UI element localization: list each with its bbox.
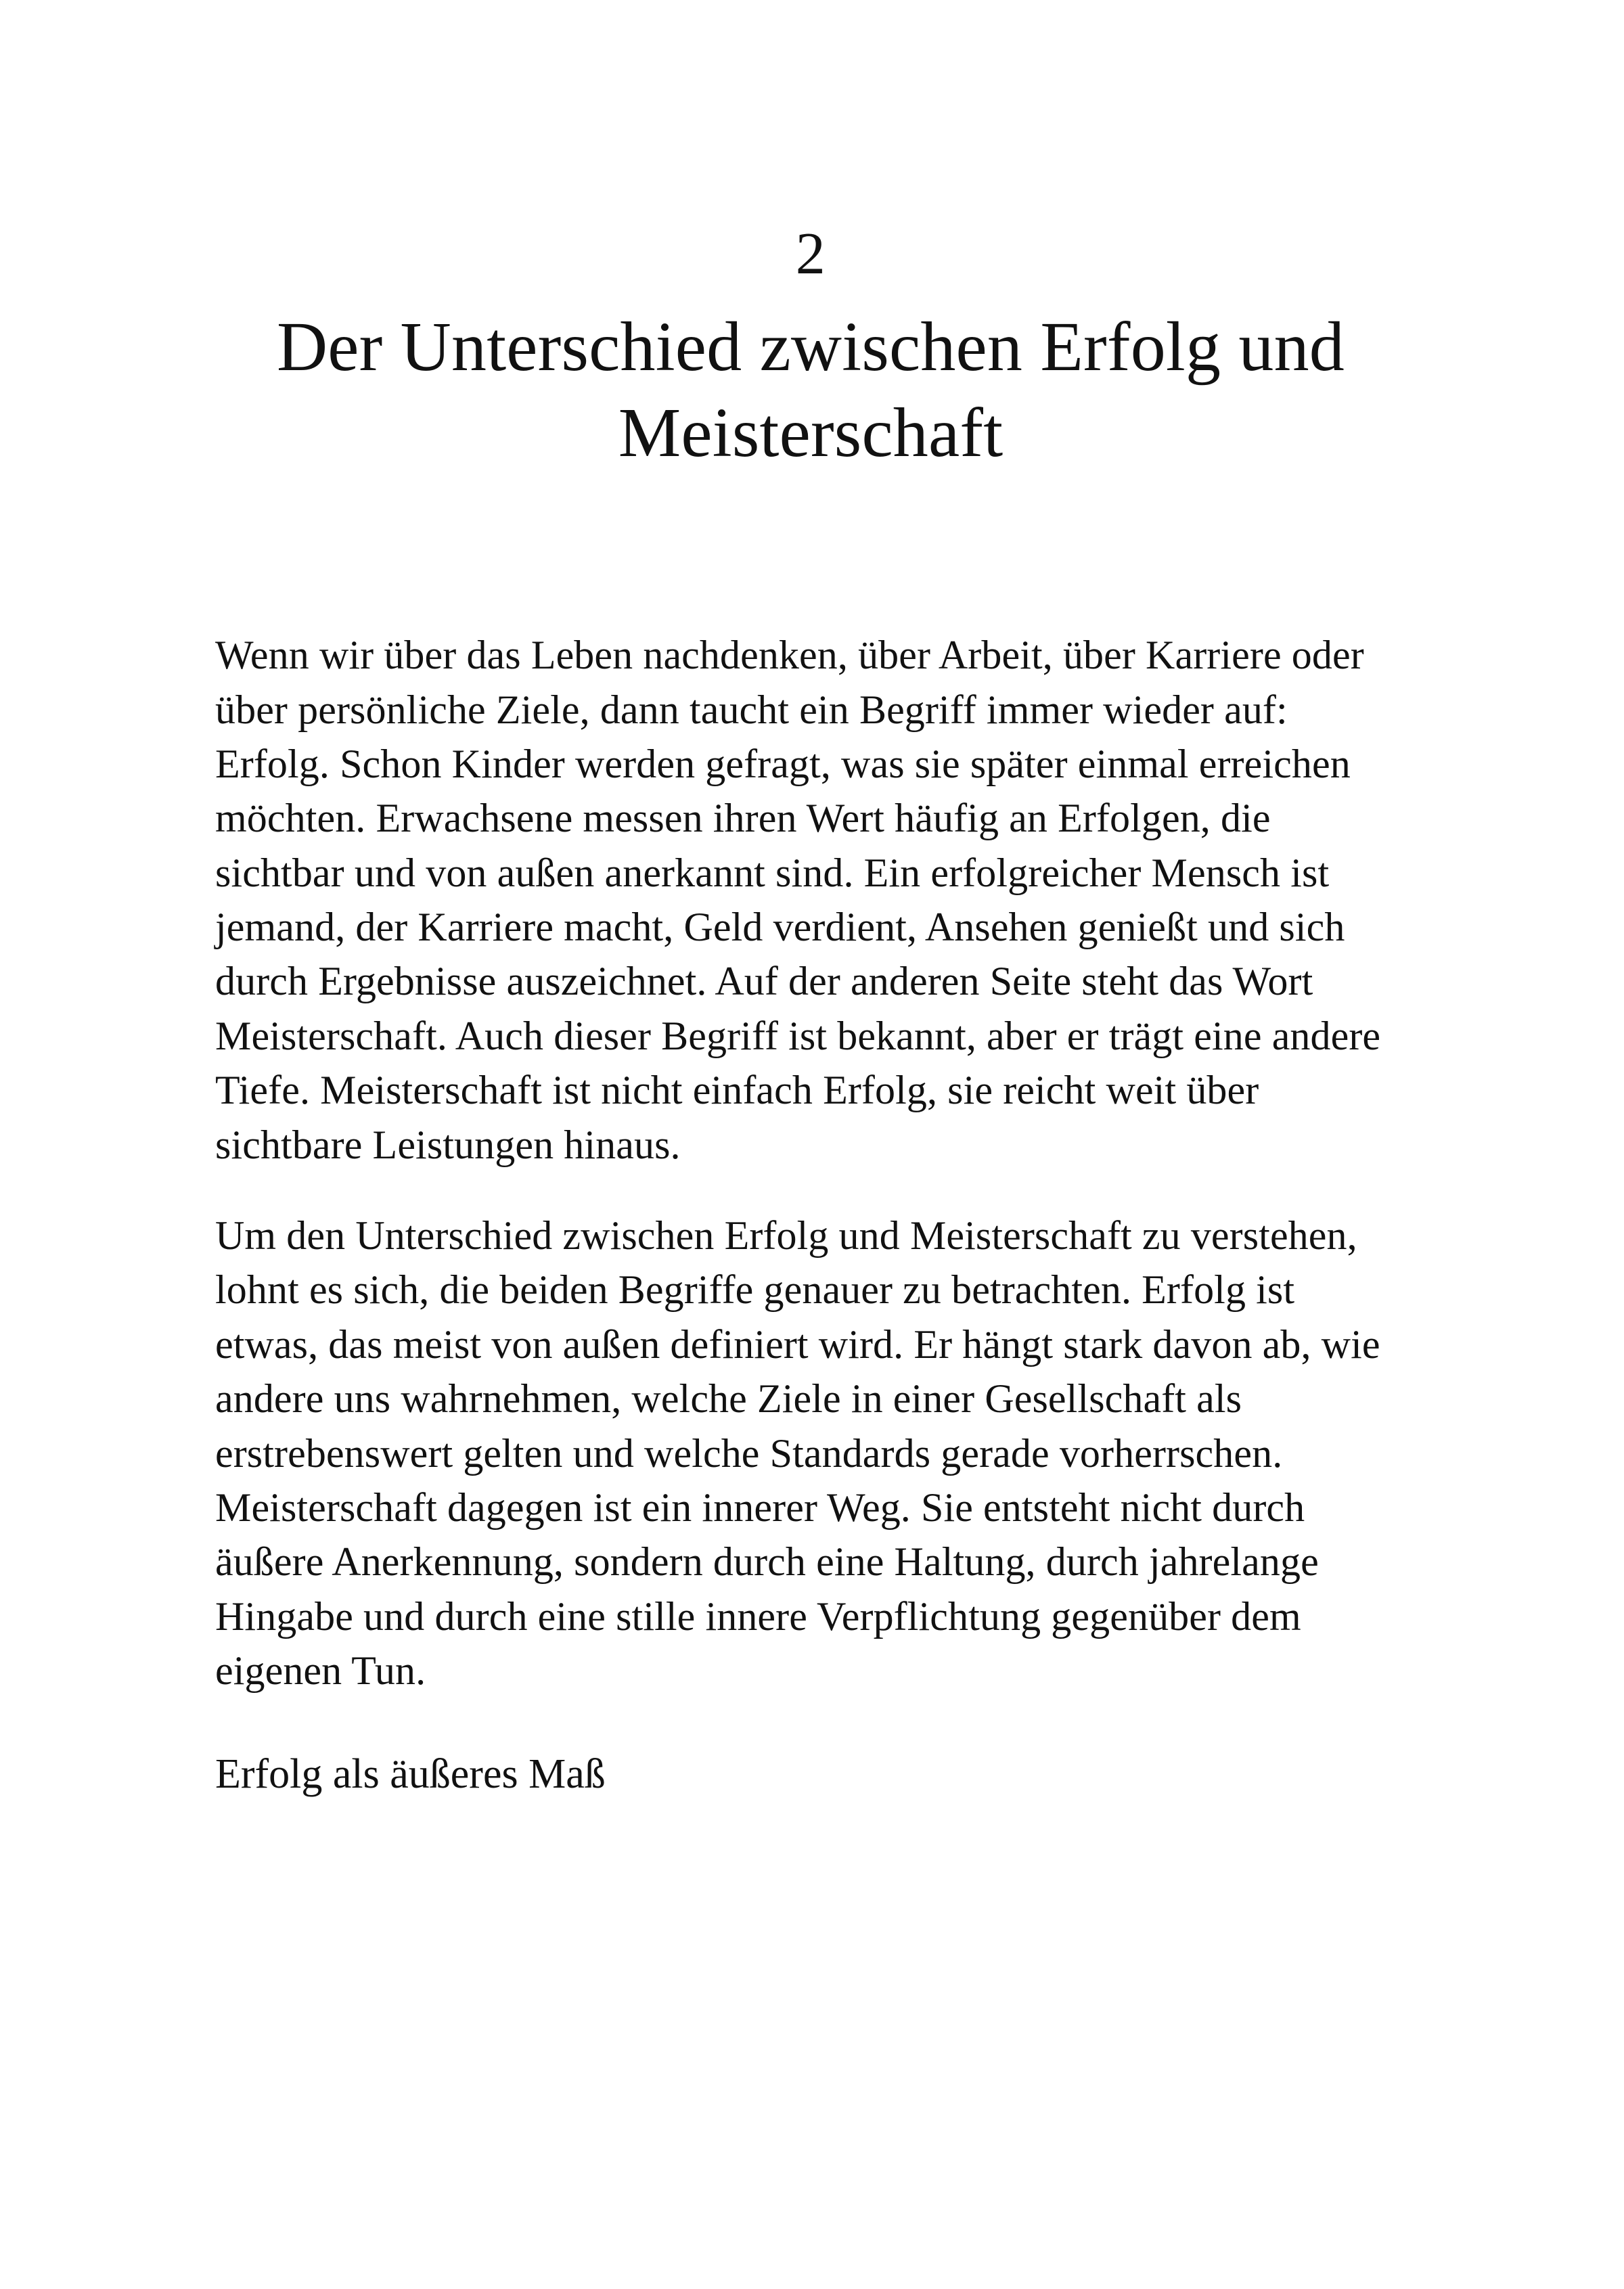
paragraph: Wenn wir über das Leben nachdenken, über Arbeit, über Karriere oder über persönliche Ziele, dann taucht ein Begriff immer wieder auf: Erfolg. Schon Kinder werden gefragt, was sie später einmal erreichen möchten. Erwachsene messen ihren Wert häufig an Erfolgen, die sichtbar und von außen anerkannt sind. Ein erfolgreicher Mensch ist jemand, der Karriere macht, Geld verdient, Ansehen genießt und sich durch Ergebnisse auszeichnet. Auf der anderen Seite steht das Wort Meisterschaft. Auch dieser Begriff ist bekannt, aber er trägt eine andere Tiefe. Meisterschaft ist nicht einfach Erfolg, sie reicht weit über sichtbare Leistungen hinaus.	[215, 633, 1381, 1167]
chapter-title: Der Unterschied zwischen Erfolg und Meisterschaft	[276, 308, 1345, 472]
section-heading: Erfolg als äußeres Maß	[215, 1750, 606, 1797]
paragraph: Um den Unterschied zwischen Erfolg und Meisterschaft zu verstehen, lohnt es sich, die beiden Begriffe genauer zu betrachten. Erfolg ist etwas, das meist von außen definiert wird. Er hängt stark davon ab, wie andere uns wahrnehmen, welche Ziele in einer Gesellschaft als erstrebenswert gelten und welche Standards gerade vorherrschen. Meisterschaft dagegen ist ein innerer Weg. Sie entsteht nicht durch äußere Anerkennung, sondern durch eine Haltung, durch jahrelange Hingabe und durch eine stille innere Verpflichtung gegenüber dem eigenen Tun.	[215, 1213, 1380, 1694]
page-content	[215, 0, 1406, 1801]
chapter-number: 2	[795, 221, 826, 287]
body-text	[215, 628, 1406, 1801]
